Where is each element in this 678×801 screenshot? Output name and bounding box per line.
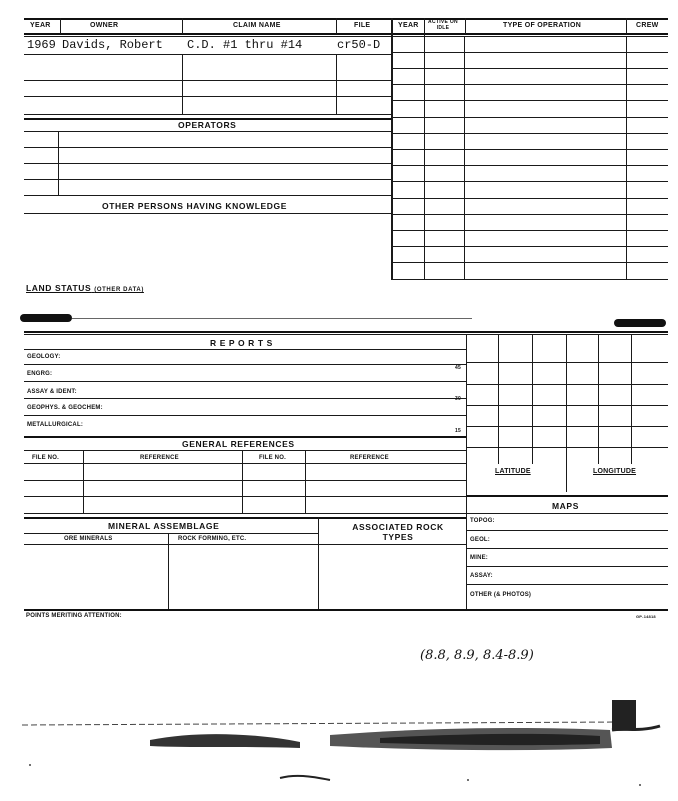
claim-name-header: CLAIM NAME bbox=[233, 22, 281, 29]
maps-topog: TOPOG: bbox=[470, 518, 495, 524]
redaction-mark-right bbox=[614, 319, 666, 327]
handwritten-note: (8.8, 8.9, 8.4-8.9) bbox=[420, 648, 534, 663]
owner-header: OWNER bbox=[90, 22, 119, 29]
general-references-heading: GENERAL REFERENCES bbox=[182, 439, 295, 449]
maps-geol: GEOL: bbox=[470, 537, 490, 543]
active-on-idle-header: ACTIVE ON IDLE bbox=[428, 19, 458, 31]
report-label-geology: GEOLOGY: bbox=[27, 354, 61, 360]
ref-col-file-no: FILE NO. bbox=[32, 455, 59, 461]
maps-assay: ASSAY: bbox=[470, 573, 493, 579]
form-number: GP-14818 bbox=[636, 614, 656, 619]
year2-header: YEAR bbox=[398, 22, 419, 29]
claim-year: 1969 bbox=[27, 38, 56, 52]
land-status-note: (OTHER DATA) bbox=[94, 287, 144, 293]
report-num-45: 45 bbox=[455, 365, 461, 371]
report-num-15: 15 bbox=[455, 428, 461, 434]
ref-col-reference2: REFERENCE bbox=[350, 455, 389, 461]
ref-col-file-no2: FILE NO. bbox=[259, 455, 286, 461]
file-header: FILE bbox=[354, 22, 371, 29]
ref-col-reference: REFERENCE bbox=[140, 455, 179, 461]
report-label-geophys: GEOPHYS. & GEOCHEM: bbox=[27, 405, 103, 411]
report-label-assay: ASSAY & IDENT: bbox=[27, 389, 77, 395]
crew-header: CREW bbox=[636, 22, 659, 29]
associated-rock-types-heading: ASSOCIATED ROCK TYPES bbox=[352, 522, 444, 542]
rock-forming-label: ROCK FORMING, ETC. bbox=[178, 536, 247, 542]
ore-minerals-label: ORE MINERALS bbox=[64, 536, 113, 542]
latitude-label: LATITUDE bbox=[495, 468, 531, 475]
longitude-label: LONGITUDE bbox=[593, 468, 637, 475]
claim-file: cr50-D bbox=[337, 38, 381, 52]
report-label-engrg: ENGRG: bbox=[27, 371, 53, 377]
maps-heading: MAPS bbox=[552, 501, 579, 511]
other-persons-heading: OTHER PERSONS HAVING KNOWLEDGE bbox=[102, 201, 288, 211]
report-label-metallurgical: METALLURGICAL: bbox=[27, 422, 84, 428]
land-status-label: LAND STATUS bbox=[26, 283, 92, 293]
maps-mine: MINE: bbox=[470, 555, 488, 561]
claim-owner: Davids, Robert bbox=[62, 38, 163, 52]
maps-other: OTHER (& PHOTOS) bbox=[470, 592, 532, 598]
redaction-mark-left bbox=[20, 314, 72, 322]
scan-artifacts bbox=[0, 690, 678, 801]
year-header: YEAR bbox=[30, 22, 51, 29]
points-meriting-attention: POINTS MERITING ATTENTION: bbox=[26, 613, 122, 619]
mineral-assemblage-heading: MINERAL ASSEMBLAGE bbox=[108, 521, 220, 531]
claim-name: C.D. #1 thru #14 bbox=[187, 38, 303, 52]
operators-heading: OPERATORS bbox=[178, 120, 237, 130]
report-num-30: 30 bbox=[455, 396, 461, 402]
reports-heading: R E P O R T S bbox=[210, 338, 273, 348]
type-of-operation-header: TYPE OF OPERATION bbox=[503, 22, 582, 29]
land-status-heading bbox=[26, 283, 144, 293]
